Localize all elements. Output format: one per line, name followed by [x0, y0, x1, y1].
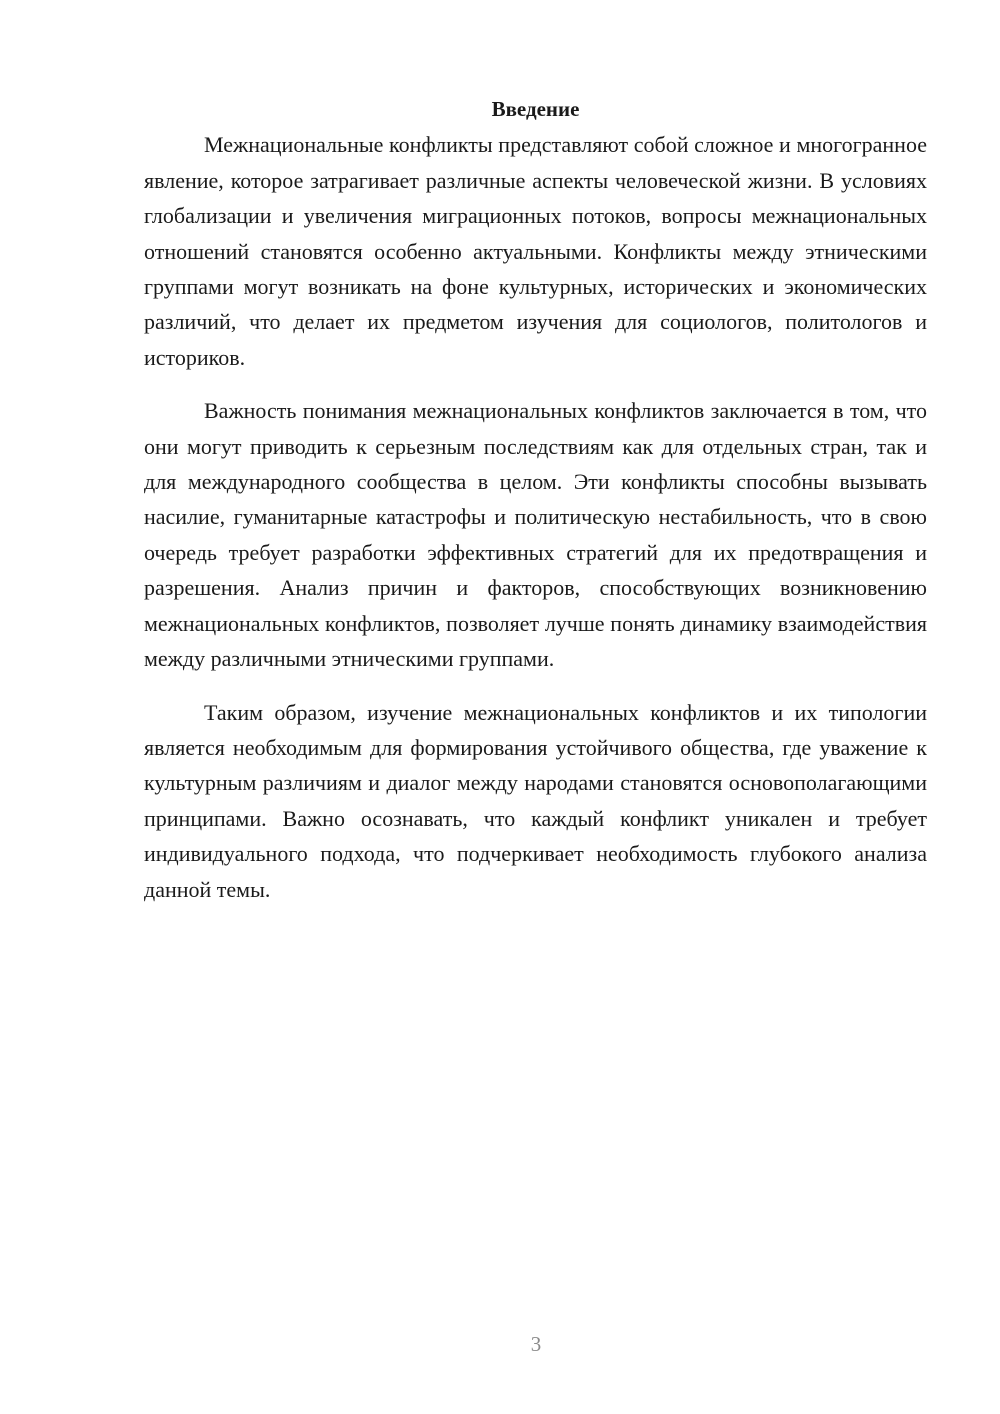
paragraph-2: Важность понимания межнациональных конфликтов заключается в том, что они могут приводить к серьезным последствиям как для отдельных стран, так и для международного сообщества в целом. Эти конфликты способны вызывать насилие, гуманитарные катастрофы и политическую нестабильность, что в свою очередь требует разработки эффективных стратегий для их предотвращения и разрешения. Анализ причин и факторов, способствующих возникновению межнациональных конфликтов, позволяет лучше понять динамику взаимодействия между различными этническими группами. [144, 398, 927, 672]
page-number: 3 [530, 1332, 542, 1356]
section-heading: Введение [491, 97, 580, 121]
page-content [144, 92, 927, 907]
paragraph-3: Таким образом, изучение межнациональных конфликтов и их типологии является необходимым для формирования устойчивого общества, где уважение к культурным различиям и диалог между народами становятся основополагающими принципами. Важно осознавать, что каждый конфликт уникален и требует индивидуального подхода, что подчеркивает необходимость глубокого анализа данной темы. [144, 699, 927, 902]
paragraph-1: Межнациональные конфликты представляют собой сложное и многогранное явление, которое затрагивает различные аспекты человеческой жизни. В условиях глобализации и увеличения миграционных потоков, вопросы межнациональных отношений становятся особенно актуальными. Конфликты между этническими группами могут возникать на фоне культурных, исторических и экономических различий, что делает их предметом изучения для социологов, политологов и историков. [144, 132, 927, 370]
